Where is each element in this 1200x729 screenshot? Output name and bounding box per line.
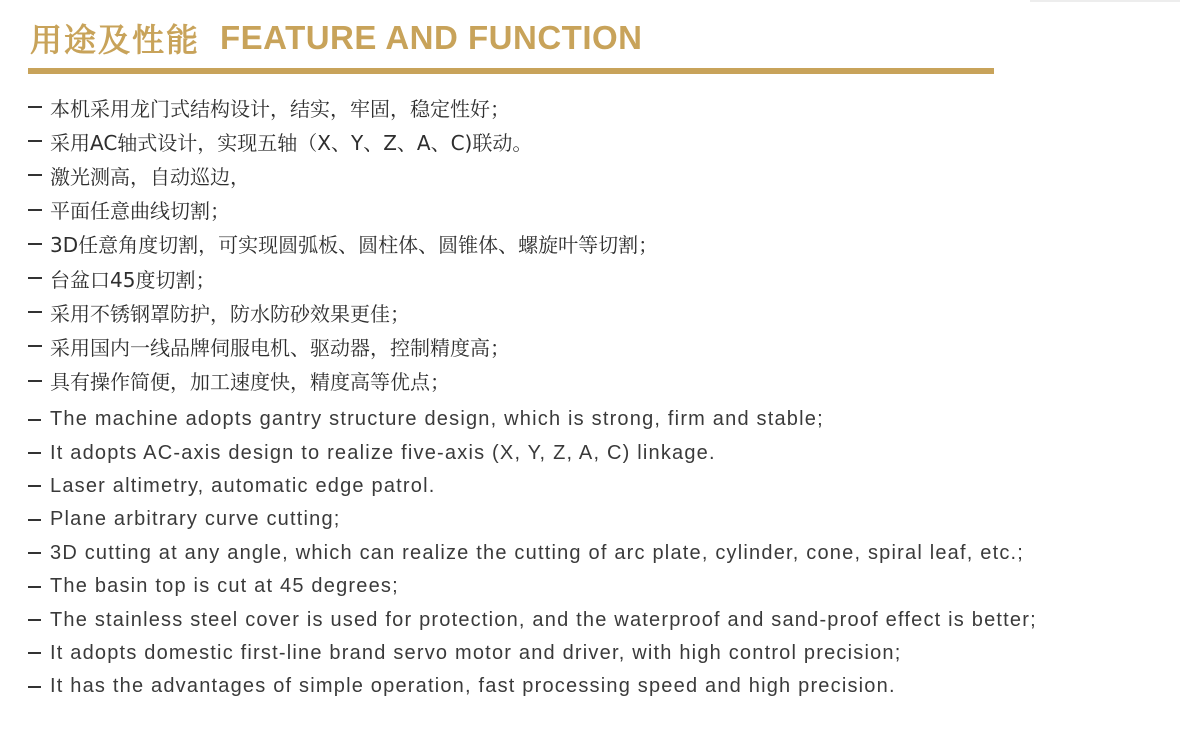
list-item [28,403,1037,436]
feature-text: 具有操作简便，加工速度快，精度高等优点； [50,370,450,395]
feature-text: 平面任意曲线切割； [50,199,230,224]
list-item [28,670,1037,703]
page-title-english: FEATURE AND FUNCTION [220,19,643,56]
feature-text: It adopts domestic first-line brand servo motor and driver, with high control precision; [50,641,902,664]
dash-bullet-icon [28,277,42,279]
list-item [28,470,1037,503]
feature-text: Plane arbitrary curve cutting; [50,508,341,531]
list-item [28,329,658,363]
dash-bullet-icon [28,243,42,245]
page-title-chinese: 用途及性能 [30,21,201,59]
dash-bullet-icon [28,586,41,588]
dash-bullet-icon [28,174,42,176]
feature-list-english [28,403,1037,704]
dash-bullet-icon [28,686,41,688]
list-item [28,295,658,329]
dash-bullet-icon [28,452,41,454]
list-item [28,124,658,158]
dash-bullet-icon [28,519,41,521]
dash-bullet-icon [28,140,42,142]
feature-text: It adopts AC-axis design to realize five-axis (X, Y, Z, A, C) linkage. [50,441,716,464]
feature-text: The stainless steel cover is used for protection, and the waterproof and sand-proof effect is better; [50,608,1037,631]
feature-text: 采用国内一线品牌伺服电机、驱动器，控制精度高； [50,335,510,360]
list-item [28,90,658,124]
feature-text: Laser altimetry, automatic edge patrol. [50,474,436,497]
feature-text: It has the advantages of simple operation, fast processing speed and high precision. [50,675,896,698]
dash-bullet-icon [28,419,41,421]
list-item [28,227,658,261]
dash-bullet-icon [28,485,41,487]
list-item [28,158,658,192]
feature-text: 采用不锈钢罩防护，防水防砂效果更佳； [50,301,410,326]
dash-bullet-icon [28,106,42,108]
feature-text: The machine adopts gantry structure design, which is strong, firm and stable; [50,408,824,431]
feature-text: The basin top is cut at 45 degrees; [50,575,399,598]
feature-text: 采用AC轴式设计，实现五轴（X、Y、Z、A、C)联动。 [50,130,533,155]
list-item [28,637,1037,670]
section-header [30,14,642,62]
header-divider [28,68,994,74]
feature-text: 本机采用龙门式结构设计，结实，牢固，稳定性好； [50,96,510,121]
list-item [28,570,1037,603]
dash-bullet-icon [28,652,41,654]
list-item [28,603,1037,636]
dash-bullet-icon [28,380,42,382]
list-item [28,503,1037,536]
feature-text: 激光测高，自动巡边， [50,164,250,189]
feature-list-chinese [28,90,658,398]
feature-text: 3D cutting at any angle, which can realize the cutting of arc plate, cylinder, cone, spiral leaf, etc.; [50,541,1025,564]
feature-text: 3D任意角度切割，可实现圆弧板、圆柱体、圆锥体、螺旋叶等切割； [50,233,659,258]
list-item [28,261,658,295]
dash-bullet-icon [28,619,41,621]
list-item [28,436,1037,469]
list-item [28,193,658,227]
dash-bullet-icon [28,311,42,313]
list-item [28,364,658,398]
dash-bullet-icon [28,209,42,211]
dash-bullet-icon [28,345,42,347]
dash-bullet-icon [28,552,41,554]
feature-text: 台盆口45度切割； [50,267,216,292]
top-edge-line [1030,0,1180,2]
list-item [28,537,1037,570]
